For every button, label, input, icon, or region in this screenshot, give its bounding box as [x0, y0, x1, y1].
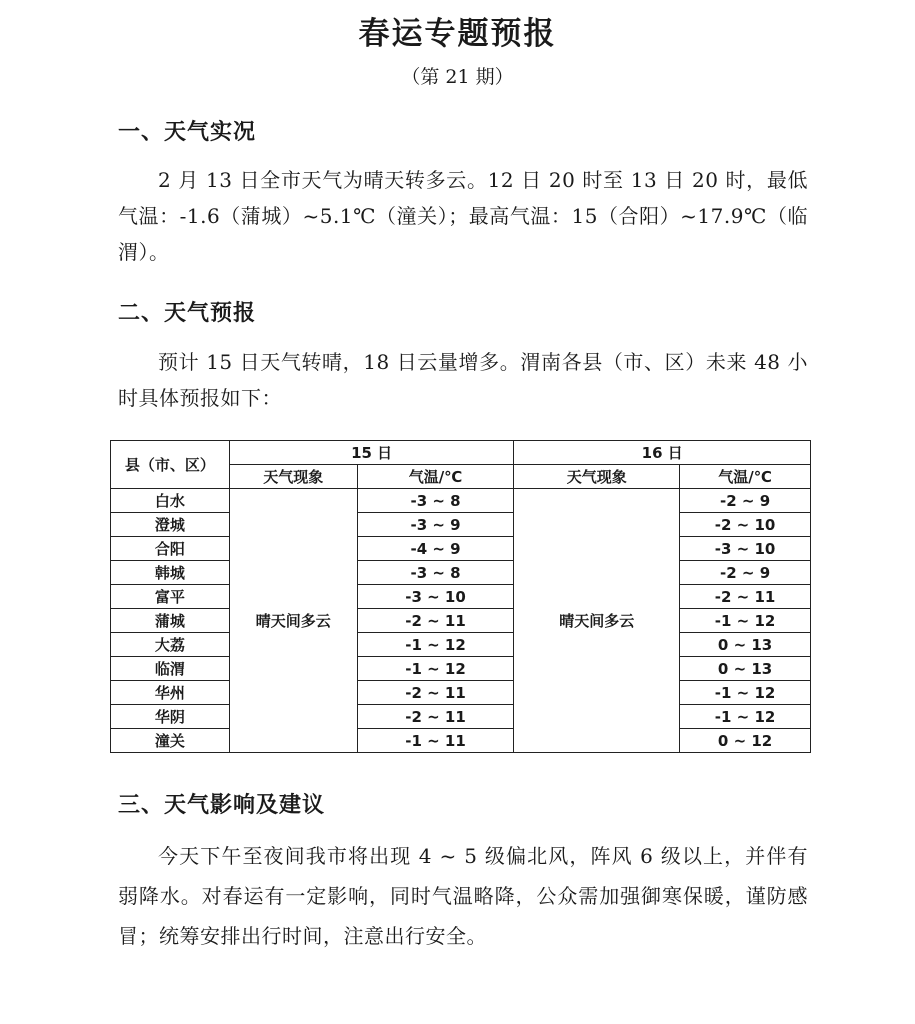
county-cell: 蒲城	[111, 609, 230, 633]
forecast-paragraph: 预计 15 日天气转晴，18 日云量增多。渭南各县（市、区）未来 48 小时具体预报如下：	[118, 350, 808, 410]
table-row	[111, 633, 811, 657]
table-row	[111, 489, 811, 513]
day1-temp-cell: -1 ~ 11	[357, 729, 514, 753]
table-row	[111, 513, 811, 537]
day1-temp-cell: -3 ~ 9	[357, 513, 514, 537]
day2-temp-cell: -2 ~ 9	[680, 489, 811, 513]
day2-temp-cell: -2 ~ 10	[680, 513, 811, 537]
table-row	[111, 585, 811, 609]
document-title: 春运专题预报	[358, 16, 557, 52]
day1-temp-cell: -2 ~ 11	[357, 681, 514, 705]
day1-temp-cell: -2 ~ 11	[357, 705, 514, 729]
issue-number: （第 21 期）	[401, 66, 514, 88]
day1-temp-cell: -3 ~ 8	[357, 489, 514, 513]
observation-paragraph: 2 月 13 日全市天气为晴天转多云。12 日 20 时至 13 日 20 时，最低气温：-1.6（蒲城）~5.1℃（潼关）；最高气温：15（合阳）~17.9℃（临渭）。	[118, 168, 808, 264]
table-row	[111, 657, 811, 681]
day2-temp-cell: -2 ~ 9	[680, 561, 811, 585]
table-row	[111, 537, 811, 561]
day2-temp-cell: -1 ~ 12	[680, 681, 811, 705]
section-heading-forecast: 二、天气预报	[118, 300, 257, 326]
county-cell: 合阳	[111, 537, 230, 561]
day2-weather-cell: 晴天间多云	[514, 489, 680, 753]
day2-weather-header: 天气现象	[514, 465, 680, 489]
day2-temp-cell: 0 ~ 13	[680, 657, 811, 681]
county-cell: 白水	[111, 489, 230, 513]
section-heading-impact: 三、天气影响及建议	[118, 792, 326, 818]
day2-column-header: 16 日	[514, 441, 811, 465]
day2-temp-header: 气温/℃	[680, 465, 811, 489]
day1-temp-header: 气温/℃	[357, 465, 514, 489]
day1-weather-header: 天气现象	[229, 465, 357, 489]
day1-temp-cell: -1 ~ 12	[357, 657, 514, 681]
table-row	[111, 609, 811, 633]
day1-weather-cell: 晴天间多云	[229, 489, 357, 753]
county-column-header: 县（市、区）	[111, 441, 230, 489]
section-heading-observation: 一、天气实况	[118, 119, 257, 145]
county-cell: 潼关	[111, 729, 230, 753]
table-header-row-1	[111, 441, 811, 465]
day2-temp-cell: -1 ~ 12	[680, 609, 811, 633]
impact-paragraph: 今天下午至夜间我市将出现 4 ~ 5 级偏北风，阵风 6 级以上，并伴有弱降水。对春运有一定影响，同时气温略降，公众需加强御寒保暖，谨防感冒；统筹安排出行时间，注意出行安全。	[118, 844, 808, 948]
county-cell: 华州	[111, 681, 230, 705]
day1-temp-cell: -3 ~ 10	[357, 585, 514, 609]
table-row	[111, 681, 811, 705]
day1-temp-cell: -3 ~ 8	[357, 561, 514, 585]
day2-temp-cell: -2 ~ 11	[680, 585, 811, 609]
day1-temp-cell: -4 ~ 9	[357, 537, 514, 561]
county-cell: 临渭	[111, 657, 230, 681]
forecast-table-body	[111, 489, 811, 753]
day2-temp-cell: 0 ~ 13	[680, 633, 811, 657]
county-cell: 大荔	[111, 633, 230, 657]
county-cell: 富平	[111, 585, 230, 609]
forecast-table	[110, 440, 811, 753]
table-row	[111, 561, 811, 585]
day1-temp-cell: -2 ~ 11	[357, 609, 514, 633]
county-cell: 澄城	[111, 513, 230, 537]
day1-temp-cell: -1 ~ 12	[357, 633, 514, 657]
day2-temp-cell: 0 ~ 12	[680, 729, 811, 753]
day2-temp-cell: -1 ~ 12	[680, 705, 811, 729]
day1-column-header: 15 日	[229, 441, 514, 465]
county-cell: 华阴	[111, 705, 230, 729]
table-row	[111, 705, 811, 729]
day2-temp-cell: -3 ~ 10	[680, 537, 811, 561]
county-cell: 韩城	[111, 561, 230, 585]
table-row	[111, 729, 811, 753]
